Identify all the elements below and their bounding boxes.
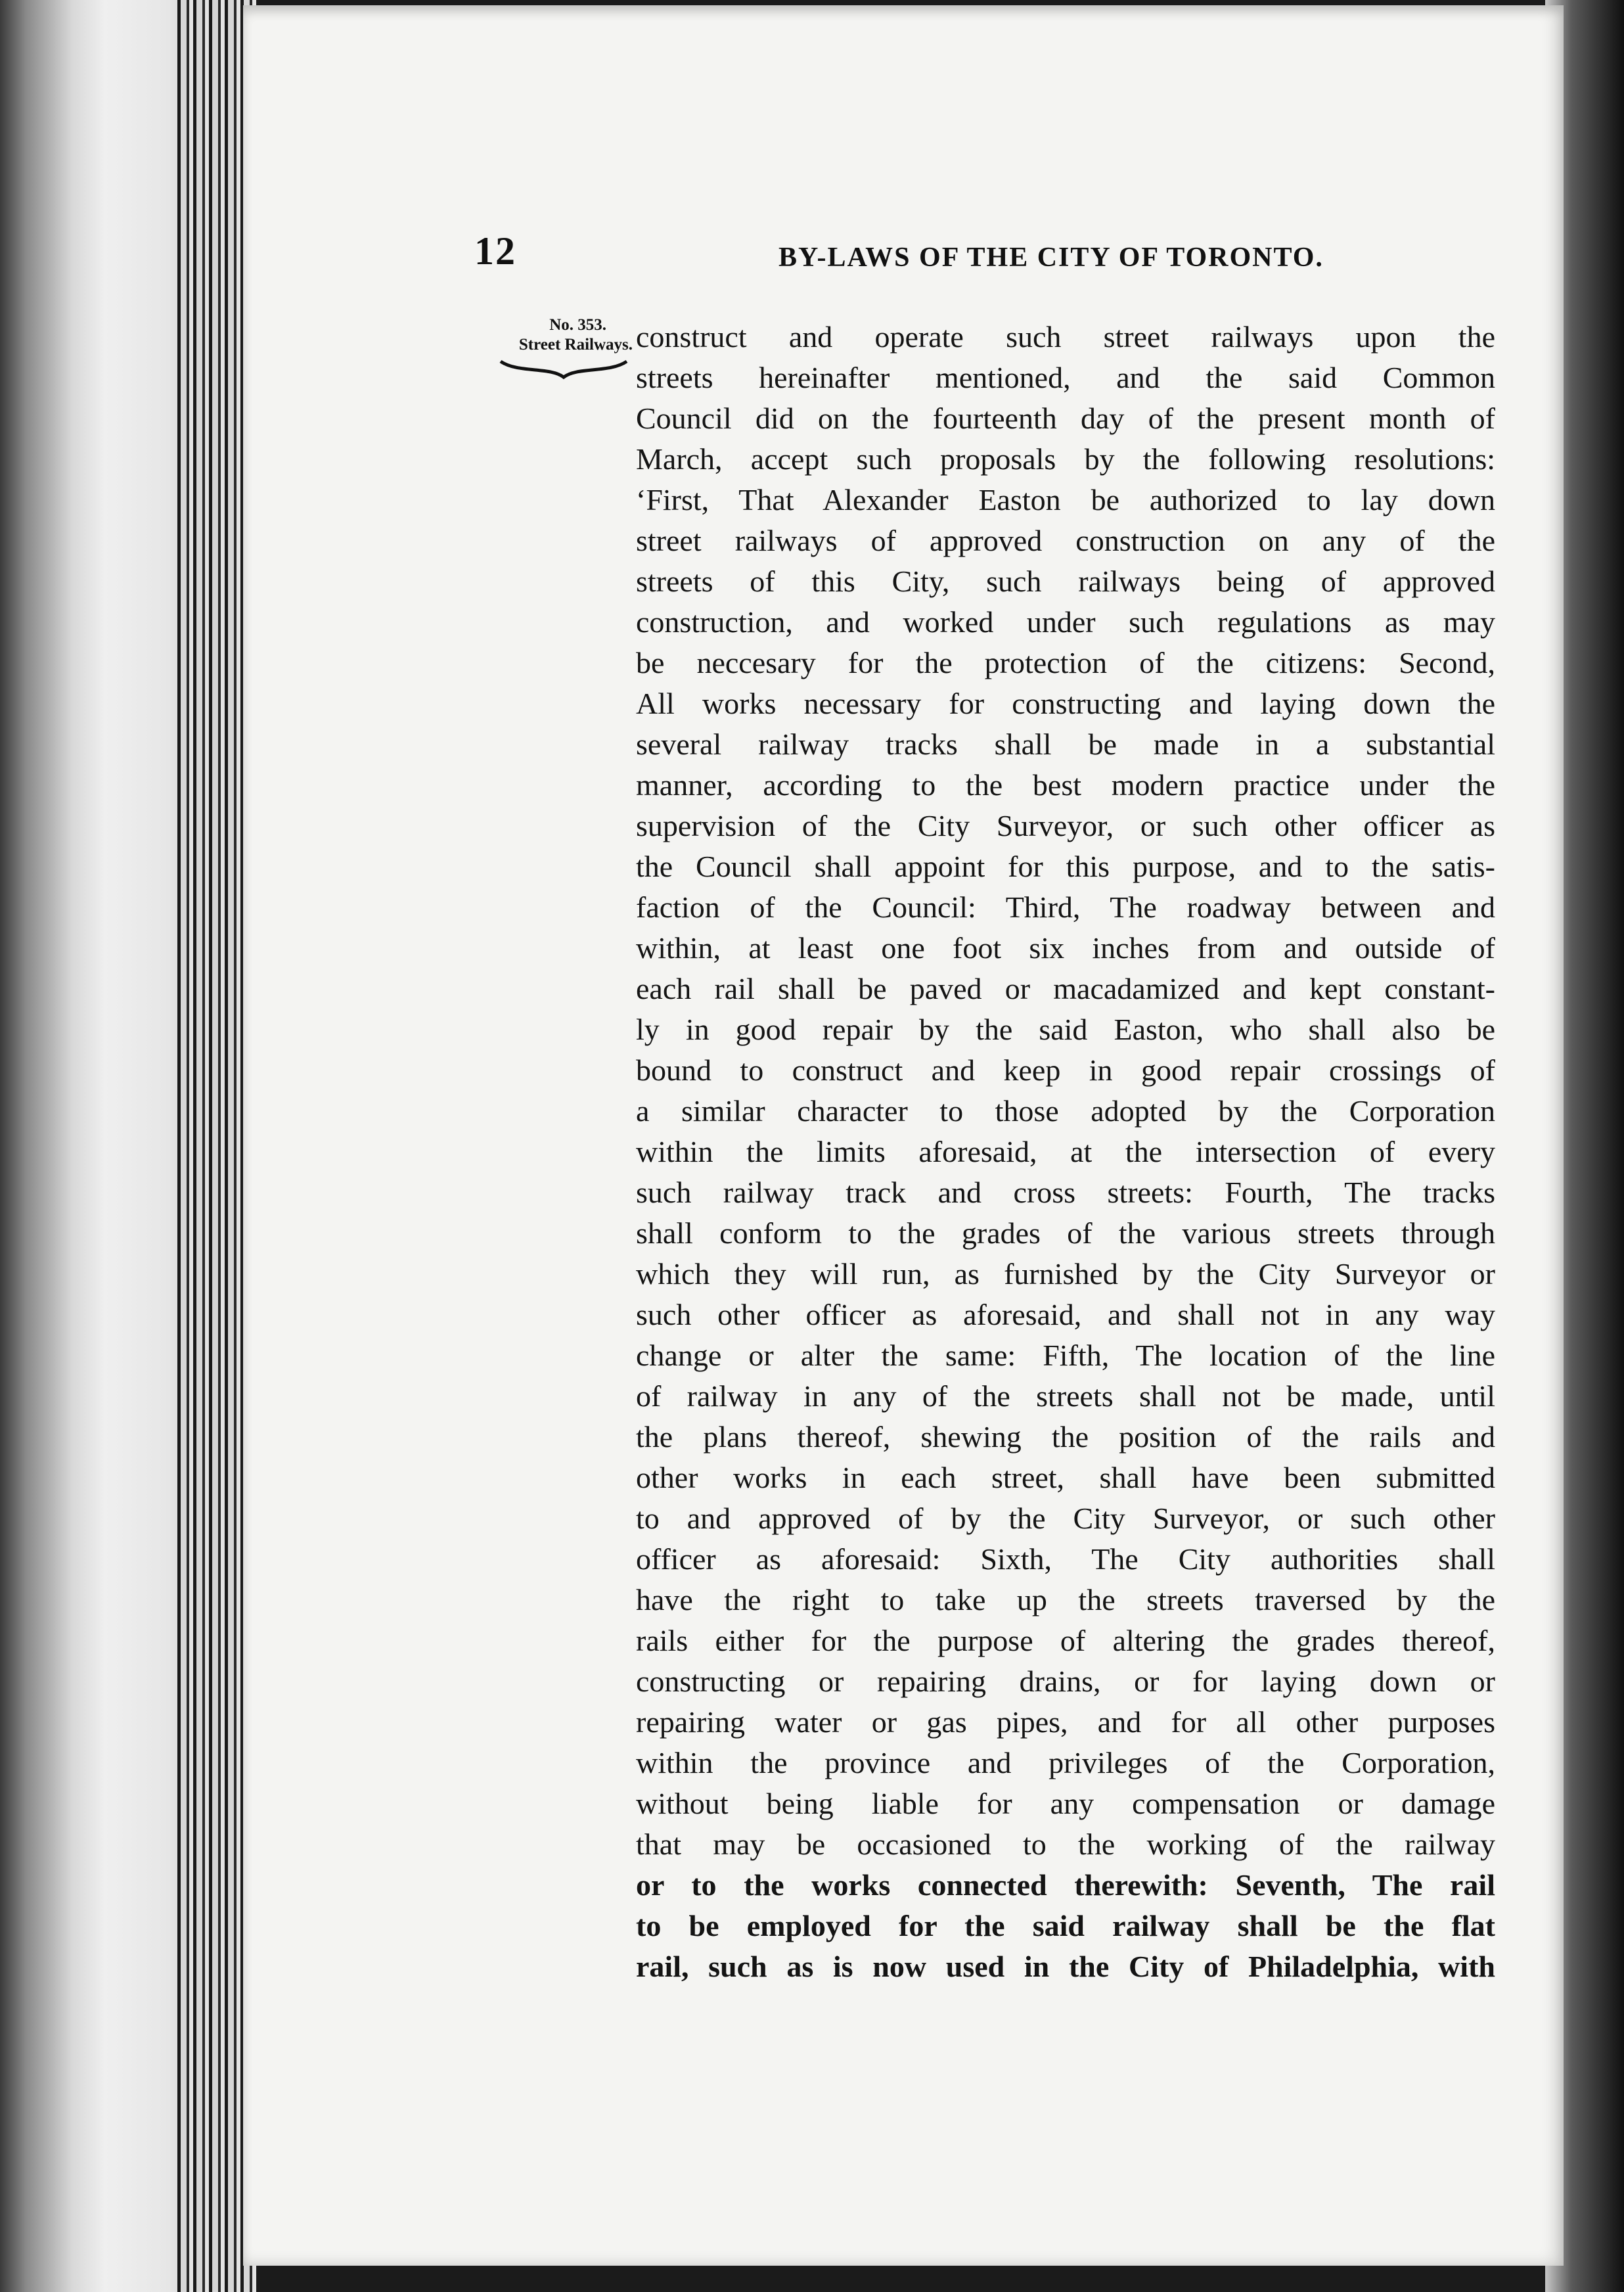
margin-topic: Street Railways. bbox=[518, 336, 633, 354]
text-line: or to the works connected therewith: Seventh, The rail bbox=[636, 1868, 1495, 1902]
text-line: to be employed for the said railway shall be the flat bbox=[636, 1909, 1495, 1942]
text-line: change or alter the same: Fifth, The location of the line bbox=[636, 1339, 1495, 1372]
text-line: constructing or repairing drains, or for laying down or bbox=[636, 1664, 1495, 1698]
text-line: officer as aforesaid: Sixth, The City authorities shall bbox=[636, 1542, 1495, 1576]
text-line: supervision of the City Surveyor, or such other officer as bbox=[636, 809, 1495, 842]
text-line: streets of this City, such railways being of approved bbox=[636, 564, 1495, 598]
text-line: which they will run, as furnished by the City Surveyor or bbox=[636, 1257, 1495, 1291]
text-line: ‘First, That Alexander Easton be authorized to lay down bbox=[636, 483, 1495, 516]
text-line: construct and operate such street railways upon the bbox=[636, 320, 1495, 354]
text-line: several railway tracks shall be made in a substantial bbox=[636, 727, 1495, 761]
text-line: within the province and privileges of the Corporation, bbox=[636, 1746, 1495, 1779]
page-number: 12 bbox=[474, 229, 516, 273]
text-line: a similar character to those adopted by the Corporation bbox=[636, 1094, 1495, 1128]
text-line: street railways of approved construction on any of the bbox=[636, 524, 1495, 557]
text-line: that may be occasioned to the working of the railway bbox=[636, 1827, 1495, 1861]
text-line: repairing water or gas pipes, and for all other purposes bbox=[636, 1705, 1495, 1739]
text-line: each rail shall be paved or macadamized and kept constant- bbox=[636, 972, 1495, 1005]
text-line: manner, according to the best modern practice under the bbox=[636, 768, 1495, 802]
text-line: the Council shall appoint for this purpose, and to the satis- bbox=[636, 850, 1495, 883]
bylaw-number: No. 353. bbox=[549, 316, 606, 334]
text-line: to and approved of by the City Surveyor, or such other bbox=[636, 1501, 1495, 1535]
text-line: other works in each street, shall have been submitted bbox=[636, 1461, 1495, 1494]
text-line: within, at least one foot six inches from and outside of bbox=[636, 931, 1495, 965]
text-line: such other officer as aforesaid, and shall not in any way bbox=[636, 1298, 1495, 1331]
text-line: have the right to take up the streets traversed by the bbox=[636, 1583, 1495, 1616]
text-line: without being liable for any compensation or damage bbox=[636, 1787, 1495, 1820]
text-line: shall conform to the grades of the various streets through bbox=[636, 1216, 1495, 1250]
text-line: rails either for the purpose of altering the grades thereof, bbox=[636, 1624, 1495, 1657]
text-line: of railway in any of the streets shall not be made, until bbox=[636, 1379, 1495, 1413]
text-line: Council did on the fourteenth day of the present month of bbox=[636, 401, 1495, 435]
text-line: construction, and worked under such regulations as may bbox=[636, 605, 1495, 639]
text-line: March, accept such proposals by the following resolutions: bbox=[636, 442, 1495, 476]
text-line: bound to construct and keep in good repair crossings of bbox=[636, 1053, 1495, 1087]
margin-note bbox=[472, 315, 633, 381]
text-line: streets hereinafter mentioned, and the said Common bbox=[636, 361, 1495, 394]
text-line: rail, such as is now used in the City of Philadelphia, with bbox=[636, 1950, 1495, 1983]
text-line: within the limits aforesaid, at the intersection of every bbox=[636, 1135, 1495, 1168]
body-text bbox=[636, 317, 1495, 1987]
scan-left-edge bbox=[0, 0, 197, 2292]
text-line: such railway track and cross streets: Fourth, The tracks bbox=[636, 1176, 1495, 1209]
brace-ornament bbox=[498, 357, 629, 381]
text-line: faction of the Council: Third, The roadway between and bbox=[636, 890, 1495, 924]
text-line: ly in good repair by the said Easton, who shall also be bbox=[636, 1013, 1495, 1046]
text-line: All works necessary for constructing and laying down the bbox=[636, 687, 1495, 720]
text-line: be neccesary for the protection of the citizens: Second, bbox=[636, 646, 1495, 679]
text-line: the plans thereof, shewing the position of the rails and bbox=[636, 1420, 1495, 1454]
running-head: BY-LAWS OF THE CITY OF TORONTO. bbox=[778, 242, 1324, 273]
